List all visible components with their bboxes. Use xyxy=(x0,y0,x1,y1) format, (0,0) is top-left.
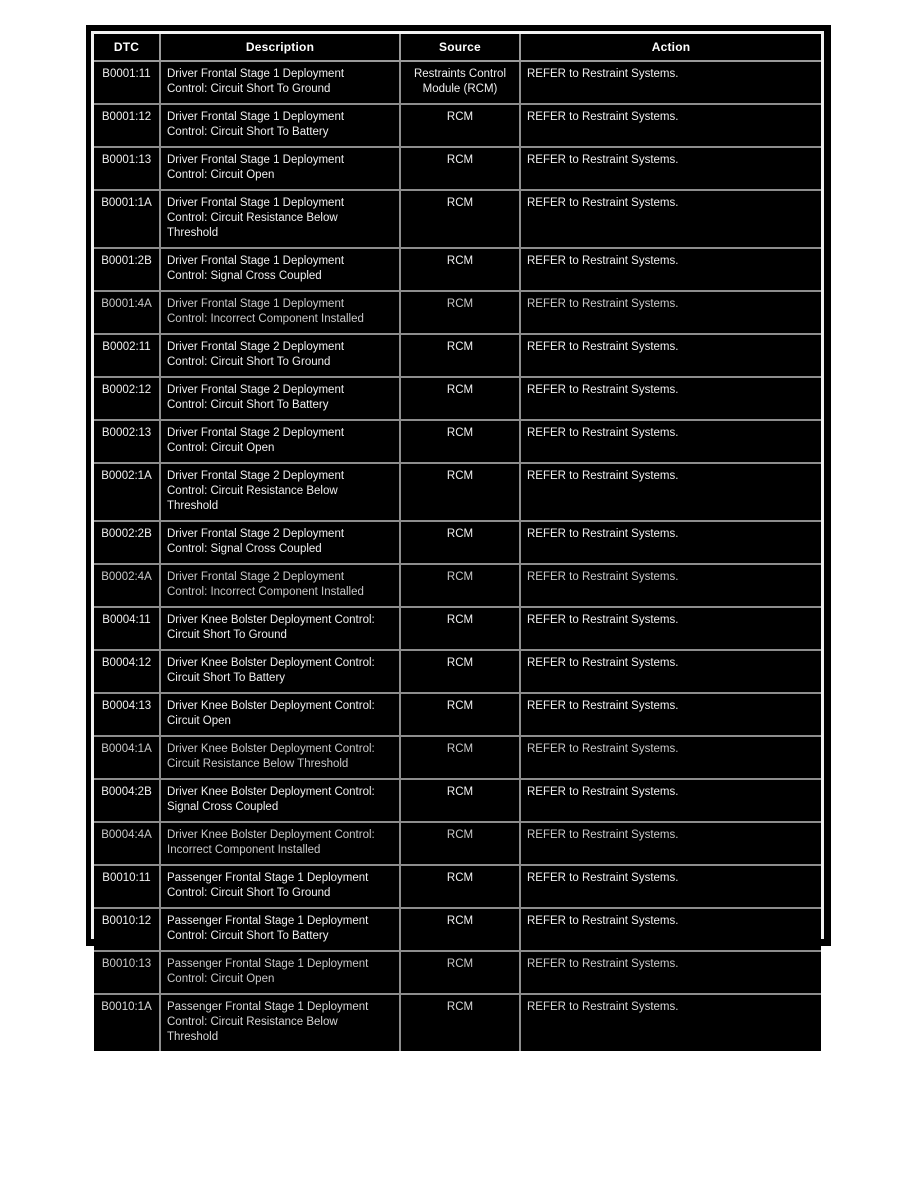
cell-action-line: REFER to Restraint Systems. xyxy=(527,255,679,267)
cell-action xyxy=(520,248,821,291)
cell-description-line: Driver Knee Bolster Deployment Control: xyxy=(167,743,375,755)
cell-description xyxy=(160,147,400,190)
cell-source xyxy=(400,736,520,779)
cell-description-line: Control: Circuit Short To Ground xyxy=(167,887,331,899)
cell-description xyxy=(160,693,400,736)
cell-source-line: RCM xyxy=(446,958,474,970)
cell-source-line: Module (RCM) xyxy=(422,83,498,95)
cell-action-line: REFER to Restraint Systems. xyxy=(527,700,679,712)
cell-action-line: REFER to Restraint Systems. xyxy=(527,1001,679,1013)
cell-description-line: Signal Cross Coupled xyxy=(167,801,279,813)
cell-action-line: REFER to Restraint Systems. xyxy=(527,111,679,123)
cell-dtc-code: B0004:11 xyxy=(94,607,160,650)
cell-description-line: Incorrect Component Installed xyxy=(167,844,321,856)
cell-dtc-code: B0010:13 xyxy=(94,951,160,994)
cell-description xyxy=(160,190,400,248)
cell-source xyxy=(400,104,520,147)
cell-description-line: Control: Circuit Short To Battery xyxy=(167,399,329,411)
cell-description-line: Passenger Frontal Stage 1 Deployment xyxy=(167,915,369,927)
cell-description xyxy=(160,420,400,463)
cell-action-line: REFER to Restraint Systems. xyxy=(527,528,679,540)
cell-action-line: REFER to Restraint Systems. xyxy=(527,614,679,626)
cell-dtc-code: B0001:2B xyxy=(94,248,160,291)
cell-dtc-code: B0004:13 xyxy=(94,693,160,736)
cell-action-line: REFER to Restraint Systems. xyxy=(527,68,679,80)
cell-action-line: REFER to Restraint Systems. xyxy=(527,958,679,970)
cell-description-line: Control: Circuit Open xyxy=(167,169,275,181)
cell-dtc-code: B0002:2B xyxy=(94,521,160,564)
cell-dtc-code: B0001:11 xyxy=(94,61,160,104)
dtc-table-container xyxy=(91,31,824,1043)
cell-description-line: Control: Circuit Short To Ground xyxy=(167,83,331,95)
cell-action-line: REFER to Restraint Systems. xyxy=(527,341,679,353)
cell-description xyxy=(160,779,400,822)
cell-action-line: REFER to Restraint Systems. xyxy=(527,197,679,209)
cell-description xyxy=(160,736,400,779)
table-header xyxy=(94,34,821,61)
cell-action xyxy=(520,377,821,420)
cell-description-line: Threshold xyxy=(167,227,219,239)
column-header-dtc: DTC xyxy=(94,34,160,61)
cell-dtc-code: B0004:4A xyxy=(94,822,160,865)
table-row xyxy=(94,908,821,951)
cell-description xyxy=(160,650,400,693)
cell-action xyxy=(520,822,821,865)
cell-description-line: Driver Frontal Stage 2 Deployment xyxy=(167,384,345,396)
table-row xyxy=(94,951,821,994)
cell-source xyxy=(400,994,520,1051)
cell-description xyxy=(160,564,400,607)
cell-dtc-code: B0001:1A xyxy=(94,190,160,248)
table-row xyxy=(94,248,821,291)
cell-action xyxy=(520,951,821,994)
cell-description-line: Driver Frontal Stage 2 Deployment xyxy=(167,528,345,540)
cell-description-line: Driver Frontal Stage 1 Deployment xyxy=(167,68,345,80)
cell-source-line: RCM xyxy=(446,255,474,267)
cell-source-line: Restraints Control xyxy=(413,68,507,80)
cell-description-line: Control: Circuit Open xyxy=(167,442,275,454)
table-row xyxy=(94,693,821,736)
cell-description-line: Control: Circuit Short To Battery xyxy=(167,126,329,138)
cell-dtc-code: B0004:1A xyxy=(94,736,160,779)
cell-action-line: REFER to Restraint Systems. xyxy=(527,298,679,310)
cell-description-line: Control: Circuit Short To Ground xyxy=(167,356,331,368)
cell-dtc-code: B0002:12 xyxy=(94,377,160,420)
cell-source xyxy=(400,521,520,564)
cell-source-line: RCM xyxy=(446,341,474,353)
cell-action-line: REFER to Restraint Systems. xyxy=(527,915,679,927)
cell-description xyxy=(160,104,400,147)
cell-description-line: Control: Incorrect Component Installed xyxy=(167,313,364,325)
table-row xyxy=(94,147,821,190)
cell-source xyxy=(400,564,520,607)
cell-description-line: Driver Knee Bolster Deployment Control: xyxy=(167,614,375,626)
cell-source-line: RCM xyxy=(446,786,474,798)
cell-source xyxy=(400,822,520,865)
cell-description-line: Passenger Frontal Stage 1 Deployment xyxy=(167,958,369,970)
cell-source xyxy=(400,607,520,650)
cell-description-line: Passenger Frontal Stage 1 Deployment xyxy=(167,1001,369,1013)
cell-action-line: REFER to Restraint Systems. xyxy=(527,786,679,798)
cell-description-line: Control: Signal Cross Coupled xyxy=(167,270,322,282)
cell-source-line: RCM xyxy=(446,298,474,310)
cell-dtc-code: B0001:13 xyxy=(94,147,160,190)
cell-description-line: Driver Frontal Stage 2 Deployment xyxy=(167,470,345,482)
cell-source xyxy=(400,377,520,420)
cell-action xyxy=(520,104,821,147)
cell-action xyxy=(520,61,821,104)
cell-action xyxy=(520,994,821,1051)
cell-description-line: Circuit Open xyxy=(167,715,231,727)
cell-description-line: Control: Circuit Resistance Below xyxy=(167,485,338,497)
column-header-action: Action xyxy=(520,34,821,61)
cell-source xyxy=(400,291,520,334)
cell-description xyxy=(160,463,400,521)
cell-description xyxy=(160,521,400,564)
cell-source xyxy=(400,334,520,377)
cell-description-line: Driver Frontal Stage 1 Deployment xyxy=(167,154,345,166)
column-header-description: Description xyxy=(160,34,400,61)
cell-source xyxy=(400,908,520,951)
cell-source-line: RCM xyxy=(446,915,474,927)
cell-description-line: Driver Frontal Stage 1 Deployment xyxy=(167,197,345,209)
cell-description xyxy=(160,951,400,994)
cell-action-line: REFER to Restraint Systems. xyxy=(527,154,679,166)
cell-description-line: Control: Circuit Open xyxy=(167,973,275,985)
cell-source-line: RCM xyxy=(446,872,474,884)
cell-description-line: Circuit Short To Ground xyxy=(167,629,287,641)
cell-dtc-code: B0010:11 xyxy=(94,865,160,908)
cell-source-line: RCM xyxy=(446,111,474,123)
cell-dtc-code: B0001:4A xyxy=(94,291,160,334)
cell-source xyxy=(400,650,520,693)
cell-action xyxy=(520,190,821,248)
cell-action xyxy=(520,463,821,521)
dtc-table xyxy=(94,34,821,1051)
cell-description xyxy=(160,291,400,334)
cell-description xyxy=(160,334,400,377)
cell-description-line: Driver Knee Bolster Deployment Control: xyxy=(167,786,375,798)
cell-action xyxy=(520,865,821,908)
cell-source xyxy=(400,61,520,104)
cell-source-line: RCM xyxy=(446,657,474,669)
cell-description xyxy=(160,248,400,291)
table-row xyxy=(94,104,821,147)
cell-dtc-code: B0002:13 xyxy=(94,420,160,463)
table-row xyxy=(94,377,821,420)
cell-action xyxy=(520,693,821,736)
cell-description-line: Control: Incorrect Component Installed xyxy=(167,586,364,598)
cell-source-line: RCM xyxy=(446,528,474,540)
cell-source xyxy=(400,420,520,463)
cell-description xyxy=(160,377,400,420)
cell-description-line: Threshold xyxy=(167,500,219,512)
cell-source-line: RCM xyxy=(446,470,474,482)
cell-source xyxy=(400,147,520,190)
cell-action xyxy=(520,420,821,463)
cell-action-line: REFER to Restraint Systems. xyxy=(527,470,679,482)
cell-source-line: RCM xyxy=(446,614,474,626)
cell-description-line: Driver Frontal Stage 1 Deployment xyxy=(167,255,345,267)
cell-description-line: Driver Frontal Stage 2 Deployment xyxy=(167,427,345,439)
table-row xyxy=(94,865,821,908)
cell-action xyxy=(520,564,821,607)
table-row xyxy=(94,736,821,779)
cell-action-line: REFER to Restraint Systems. xyxy=(527,384,679,396)
cell-dtc-code: B0010:12 xyxy=(94,908,160,951)
cell-description-line: Threshold xyxy=(167,1031,219,1043)
table-row xyxy=(94,607,821,650)
cell-dtc-code: B0001:12 xyxy=(94,104,160,147)
cell-description-line: Passenger Frontal Stage 1 Deployment xyxy=(167,872,369,884)
cell-description-line: Driver Frontal Stage 2 Deployment xyxy=(167,341,345,353)
cell-source-line: RCM xyxy=(446,427,474,439)
cell-description-line: Driver Knee Bolster Deployment Control: xyxy=(167,657,375,669)
table-row xyxy=(94,564,821,607)
table-row xyxy=(94,61,821,104)
cell-source-line: RCM xyxy=(446,829,474,841)
cell-action-line: REFER to Restraint Systems. xyxy=(527,872,679,884)
cell-action-line: REFER to Restraint Systems. xyxy=(527,829,679,841)
cell-action xyxy=(520,521,821,564)
cell-source xyxy=(400,190,520,248)
table-body xyxy=(94,61,821,1051)
cell-source xyxy=(400,248,520,291)
cell-action-line: REFER to Restraint Systems. xyxy=(527,657,679,669)
table-row xyxy=(94,463,821,521)
cell-description xyxy=(160,61,400,104)
cell-source xyxy=(400,693,520,736)
cell-action xyxy=(520,334,821,377)
table-row xyxy=(94,334,821,377)
table-row xyxy=(94,420,821,463)
cell-action xyxy=(520,779,821,822)
table-row xyxy=(94,822,821,865)
cell-description-line: Control: Signal Cross Coupled xyxy=(167,543,322,555)
table-row xyxy=(94,190,821,248)
cell-description-line: Driver Frontal Stage 1 Deployment xyxy=(167,298,345,310)
cell-source-line: RCM xyxy=(446,154,474,166)
table-header-row xyxy=(94,34,821,61)
cell-dtc-code: B0010:1A xyxy=(94,994,160,1051)
cell-dtc-code: B0002:4A xyxy=(94,564,160,607)
table-row xyxy=(94,521,821,564)
cell-action xyxy=(520,650,821,693)
cell-action xyxy=(520,291,821,334)
cell-source-line: RCM xyxy=(446,1001,474,1013)
cell-description-line: Driver Frontal Stage 2 Deployment xyxy=(167,571,345,583)
table-row xyxy=(94,994,821,1051)
cell-description xyxy=(160,994,400,1051)
cell-action xyxy=(520,736,821,779)
cell-action xyxy=(520,607,821,650)
cell-dtc-code: B0004:2B xyxy=(94,779,160,822)
cell-action xyxy=(520,147,821,190)
cell-description-line: Driver Knee Bolster Deployment Control: xyxy=(167,700,375,712)
cell-source-line: RCM xyxy=(446,571,474,583)
cell-action xyxy=(520,908,821,951)
cell-dtc-code: B0002:1A xyxy=(94,463,160,521)
cell-description-line: Circuit Short To Battery xyxy=(167,672,286,684)
cell-description-line: Driver Knee Bolster Deployment Control: xyxy=(167,829,375,841)
cell-source xyxy=(400,463,520,521)
cell-source xyxy=(400,779,520,822)
cell-source-line: RCM xyxy=(446,700,474,712)
cell-action-line: REFER to Restraint Systems. xyxy=(527,571,679,583)
table-row xyxy=(94,779,821,822)
cell-description xyxy=(160,908,400,951)
cell-source-line: RCM xyxy=(446,743,474,755)
cell-source xyxy=(400,865,520,908)
table-row xyxy=(94,291,821,334)
cell-description-line: Driver Frontal Stage 1 Deployment xyxy=(167,111,345,123)
cell-source-line: RCM xyxy=(446,384,474,396)
cell-description xyxy=(160,607,400,650)
cell-source-line: RCM xyxy=(446,197,474,209)
cell-action-line: REFER to Restraint Systems. xyxy=(527,743,679,755)
cell-description-line: Circuit Resistance Below Threshold xyxy=(167,758,349,770)
cell-dtc-code: B0004:12 xyxy=(94,650,160,693)
cell-dtc-code: B0002:11 xyxy=(94,334,160,377)
cell-description xyxy=(160,865,400,908)
cell-description xyxy=(160,822,400,865)
cell-description-line: Control: Circuit Resistance Below xyxy=(167,212,338,224)
column-header-source: Source xyxy=(400,34,520,61)
cell-action-line: REFER to Restraint Systems. xyxy=(527,427,679,439)
cell-description-line: Control: Circuit Short To Battery xyxy=(167,930,329,942)
table-row xyxy=(94,650,821,693)
cell-source xyxy=(400,951,520,994)
cell-description-line: Control: Circuit Resistance Below xyxy=(167,1016,338,1028)
